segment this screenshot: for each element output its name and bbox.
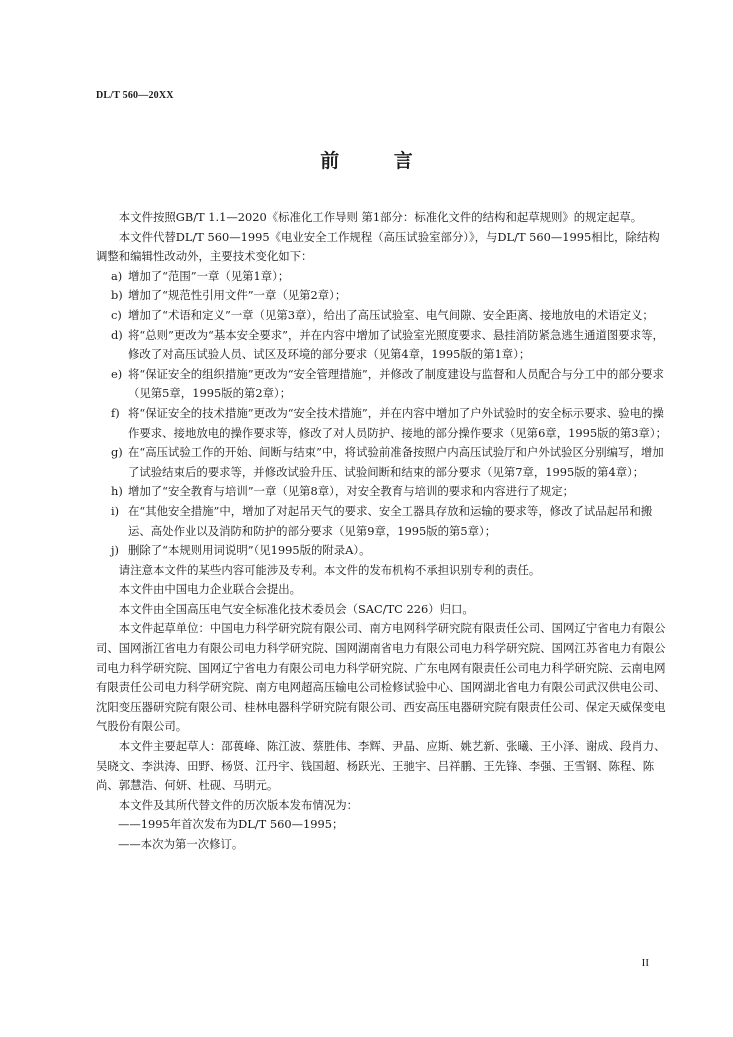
history-item: ——1995年首次发布为DL/T 560—1995； (118, 817, 344, 832)
list-item (96, 286, 668, 306)
list-marker: a) (111, 268, 123, 283)
list-marker: e) (111, 366, 123, 381)
list-item-text: 增加了“安全教育与培训”一章（见第8章），对安全教育与培训的要求和内容进行了规定； (128, 484, 575, 499)
list-item (96, 306, 668, 326)
list-item (96, 502, 668, 541)
changes-list (96, 267, 668, 561)
page-title: 前 言 (320, 150, 437, 172)
document-code: DL/T 560—20XX (96, 90, 174, 101)
committee-statement: 本文件由全国高压电气安全标准化技术委员会（SAC/TC 226）归口。 (118, 601, 474, 616)
list-item (96, 365, 668, 404)
list-item-text: 在“高压试验工作的开始、间断与结束”中，将试验前准备按照户内高压试验厅和户外试验区分别编写，增加了试验结束后的要求等，并修改试验升压、试验间断和结束的部分要求（见第7章，1995版的第4章）； (128, 445, 664, 479)
paragraph: 本文件代替DL/T 560—1995《电业安全工作规程（高压试验室部分）》，与DL/T 560—1995相比，除结构调整和编辑性改动外，主要技术变化如下： (96, 229, 660, 264)
list-marker: j) (111, 543, 119, 558)
list-item (96, 267, 668, 287)
list-item (96, 443, 668, 482)
list-item-text: 增加了“术语和定义”一章（见第3章），给出了高压试验室、电气间隙、安全距离、接地放电的术语定义； (128, 307, 654, 322)
list-item-text: 将“总则”更改为“基本安全要求”，并在内容中增加了试验室光照度要求、悬挂消防紧急逃生通道图要求等，修改了对高压试验人员、试区及环境的部分要求（见第4章，1995版的第1章）； (128, 327, 664, 362)
list-marker: d) (111, 327, 123, 342)
list-marker: g) (111, 445, 123, 460)
list-item-text: 增加了“规范性引用文件”一章（见第2章）； (128, 288, 347, 303)
list-item-text: 在“其他安全措施”中，增加了对起吊天气的要求、安全工器具存放和运输的要求等，修改了试品起吊和搬运、高处作业以及消防和防护的部分要求（见第9章，1995版的第5章）； (128, 503, 653, 538)
history-intro: 本文件及其所代替文件的历次版本发布情况为： (118, 797, 359, 812)
list-item (96, 541, 668, 561)
list-item-text: 将“保证安全的技术措施”更改为“安全技术措施”，并在内容中增加了户外试验时的安全标示要求、验电的操作要求、接地放电的操作要求等，修改了对人员防护、接地的部分操作要求（见第6章，1995版的第3章）； (128, 405, 667, 440)
foreword-body (96, 208, 668, 855)
list-marker: h) (111, 484, 123, 499)
list-marker: i) (111, 503, 120, 518)
patent-notice: 请注意本文件的某些内容可能涉及专利。本文件的发布机构不承担识别专利的责任。 (118, 562, 541, 577)
page-number: II (641, 957, 649, 969)
proposer-statement: 本文件由中国电力企业联合会提出。 (118, 582, 302, 597)
list-marker: b) (111, 288, 123, 303)
list-item-text: 删除了“本规则用词说明”（见1995版的附录A）。 (128, 543, 371, 558)
drafters: 本文件主要起草人：邵葨峰、陈江波、蔡胜伟、李辉、尹晶、应斯、姚艺新、张曦、王小泽、谢成、段肖力、吴晓文、李洪涛、田野、杨贤、江丹宇、钱国超、杨跃光、王驰宇、吕祥鹏、王先锋、李强、王雪钢、陈程、陈尚、郭慧浩、何妍、杜砚、马明元。 (96, 739, 666, 793)
list-item (96, 404, 668, 443)
drafting-organizations: 本文件起草单位：中国电力科学研究院有限公司、南方电网科学研究院有限责任公司、国网辽宁省电力有限公司、国网浙江省电力有限公司电力科学研究院、国网湖南省电力有限公司电力科学研究院、国网江苏省电力有限公司电力科学研究院、国网辽宁省电力有限公司电力科学研究院、广东电网有限责任公司电力科学研究院、云南电网有限责任公司电力科学研究院、南方电网超高压输电公司检修试验中心、国网湖北省电力有限公司武汉供电公司、沈阳变压器研究院有限公司、桂林电器科学研究院有限公司、西安高压电器研究院有限责任公司、保定天威保变电气股份有限公司。 (96, 621, 666, 734)
list-item (96, 326, 668, 365)
history-item: ——本次为第一次修订。 (118, 837, 244, 851)
list-item-text: 增加了“范围”一章（见第1章）； (128, 268, 290, 283)
list-marker: c) (111, 307, 122, 322)
list-item-text: 将“保证安全的组织措施”更改为“安全管理措施”，并修改了制度建设与监督和人员配合与分工中的部分要求（见第5章，1995版的第2章）； (128, 366, 664, 401)
paragraph: 本文件按照GB/T 1.1—2020《标准化工作导则 第1部分：标准化文件的结构和起草规则》的规定起草。 (118, 210, 643, 224)
list-marker: f) (111, 405, 120, 420)
list-item (96, 482, 668, 502)
